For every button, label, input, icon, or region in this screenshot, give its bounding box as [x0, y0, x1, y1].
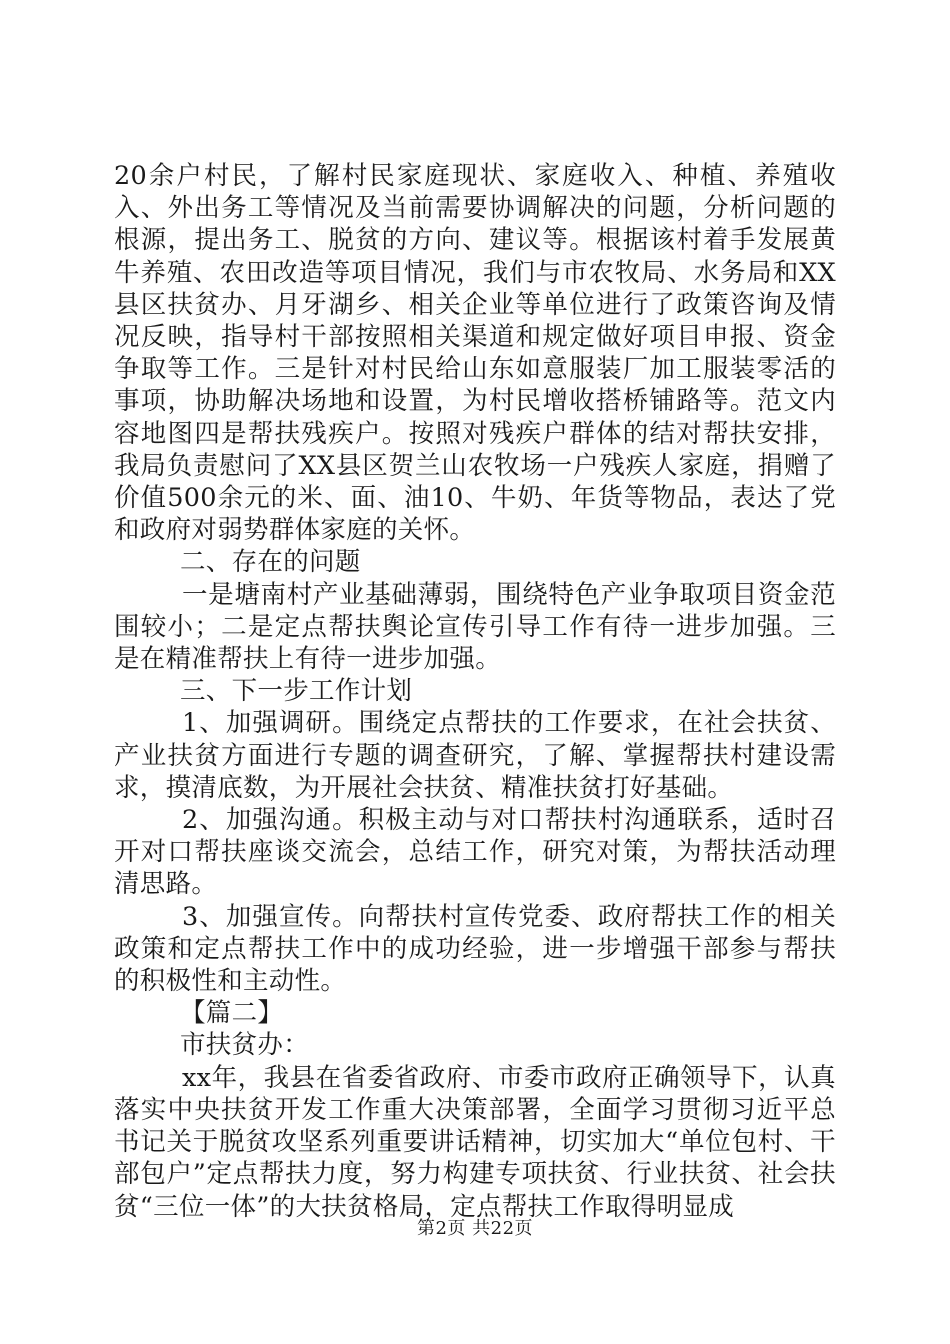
section-heading-part-two: 【篇二】 [180, 998, 284, 1029]
paragraph-village-work: 20余户村民，了解村民家庭现状、家庭收入、种植、养殖收入、外出务工等情况及当前需要协调解决的问题，分析问题的根源，提出务工、脱贫的方向、建议等。根据该村着手发展黄牛养殖、农田改造等项目情况，我们与市农牧局、水务局和XX县区扶贫办、月牙湖乡、相关企业等单位进行了政策咨询及情况反映，指导村干部按照相关渠道和规定做好项目申报、资金争取等工作。三是针对村民给山东如意服装厂加工服装零活的事项，协助解决场地和设置，为村民增收搭桥铺路等。范文内容地图四是帮扶残疾户。按照对残疾户群体的结对帮扶安排，我局负责慰问了XX县区贺兰山农牧场一户残疾人家庭，捐赠了价值500余元的米、面、油10、牛奶、年货等物品，表达了党和政府对弱势群体家庭的关怀。 [114, 161, 836, 546]
letter-salutation: 市扶贫办： [180, 1030, 310, 1061]
paragraph-plan-research: 1、加强调研。围绕定点帮扶的工作要求，在社会扶贫、产业扶贫方面进行专题的调查研究，了解、掌握帮扶村建设需求，摸清底数，为开展社会扶贫、精准扶贫打好基础。 [114, 708, 836, 803]
paragraph-problems: 一是塘南村产业基础薄弱，围绕特色产业争取项目资金范围较小；二是定点帮扶舆论宣传引导工作有待一进步加强。三是在精准帮扶上有待一进步加强。 [114, 579, 836, 675]
paragraph-plan-publicity: 3、加强宣传。向帮扶村宣传党委、政府帮扶工作的相关政策和定点帮扶工作中的成功经验，进一步增强干部参与帮扶的积极性和主动性。 [114, 901, 836, 997]
page-number-footer: 第2页 共22页 [416, 1218, 534, 1239]
document-body [114, 160, 836, 1223]
section-heading-problems: 二、存在的问题 [180, 547, 361, 578]
paragraph-part-two-intro: xx年，我县在省委省政府、市委市政府正确领导下，认真落实中央扶贫开发工作重大决策部署，全面学习贯彻习近平总书记关于脱贫攻坚系列重要讲话精神，切实加大“单位包村、干部包户”定点帮扶力度，努力构建专项扶贫、行业扶贫、社会扶贫“三位一体”的大扶贫格局，定点帮扶工作取得明显成 [114, 1062, 836, 1222]
paragraph-plan-communication: 2、加强沟通。积极主动与对口帮扶村沟通联系，适时召开对口帮扶座谈交流会，总结工作，研究对策，为帮扶活动理清思路。 [114, 805, 836, 900]
section-heading-next-plan: 三、下一步工作计划 [180, 676, 413, 707]
